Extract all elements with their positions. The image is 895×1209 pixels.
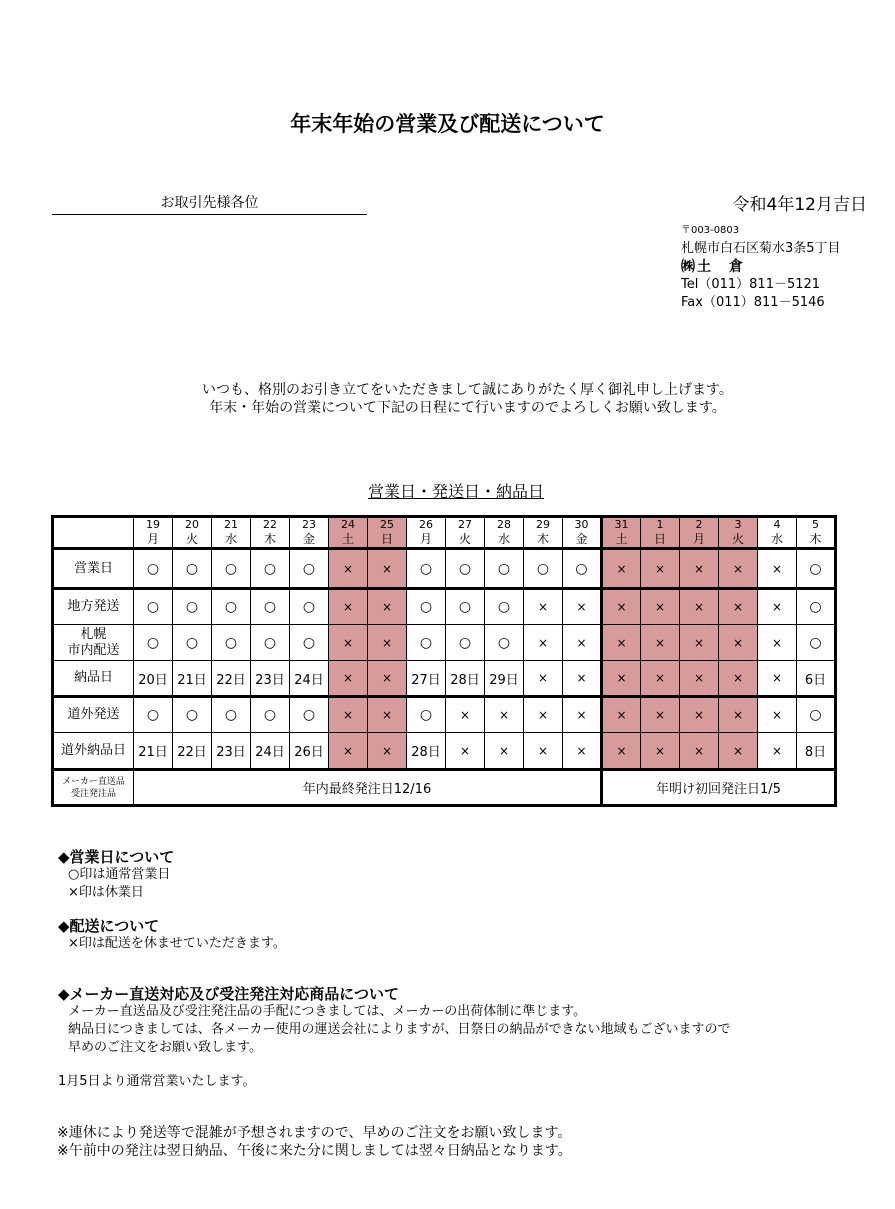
schedule-cell: ○	[797, 549, 836, 589]
schedule-cell: 23日	[212, 733, 251, 770]
day-weekday: 水	[758, 532, 797, 549]
schedule-cell: 21日	[173, 661, 212, 697]
table-title: 営業日・発送日・納品日	[368, 482, 545, 501]
table-row	[53, 661, 836, 697]
table-row	[53, 733, 836, 770]
day-weekday: 火	[173, 532, 212, 549]
schedule-cell: 28日	[446, 661, 485, 697]
row-label: 地方発送	[53, 589, 134, 625]
schedule-cell: ×	[563, 661, 602, 697]
day-number: 26	[407, 517, 446, 533]
notes	[57, 1124, 572, 1160]
section-heading: ◆メーカー直送対応及び受注発注対応商品について	[58, 985, 399, 1003]
schedule-cell: ×	[641, 549, 680, 589]
schedule-cell: ×	[758, 661, 797, 697]
schedule-cell: ○	[446, 549, 485, 589]
schedule-cell: ○	[524, 549, 563, 589]
section-delivery	[58, 917, 286, 953]
schedule-cell: 22日	[173, 733, 212, 770]
schedule-cell: ○	[251, 625, 290, 661]
day-number: 30	[563, 517, 602, 533]
schedule-cell: 8日	[797, 733, 836, 770]
schedule-cell: ○	[407, 589, 446, 625]
schedule-cell: ×	[446, 697, 485, 733]
schedule-cell: ×	[641, 733, 680, 770]
schedule-cell: ×	[368, 589, 407, 625]
schedule-cell: ○	[290, 589, 329, 625]
schedule-cell: ×	[563, 589, 602, 625]
table-row	[53, 625, 836, 661]
section-line: メーカー直送品及び受注発注品の手配につきましては、メーカーの出荷体制に準じます。	[68, 1004, 587, 1019]
maker-row-label: メーカー直送品 受注発注品	[53, 770, 134, 806]
schedule-cell: ×	[680, 733, 719, 770]
schedule-cell: ×	[329, 661, 368, 697]
company-name: ㈱土 倉	[681, 259, 745, 275]
day-number: 5	[797, 517, 836, 533]
schedule-cell: ×	[680, 589, 719, 625]
row-label: 道外発送	[53, 697, 134, 733]
day-weekday: 月	[407, 532, 446, 549]
greeting	[0, 381, 895, 417]
schedule-cell: 22日	[212, 661, 251, 697]
schedule-cell: ×	[485, 733, 524, 770]
schedule-cell: ×	[680, 661, 719, 697]
day-number: 25	[368, 517, 407, 533]
schedule-cell: ×	[602, 697, 641, 733]
schedule-cell: ○	[407, 549, 446, 589]
note-line: ※午前中の発注は翌日納品、午後に来た分に関しましては翌々日納品となります。	[57, 1143, 572, 1159]
schedule-cell: ×	[524, 661, 563, 697]
reopen-notice: 1月5日より通常営業いたします。	[58, 1074, 256, 1089]
schedule-cell: ×	[329, 589, 368, 625]
schedule-cell: ×	[719, 589, 758, 625]
day-number: 27	[446, 517, 485, 533]
schedule-cell: ×	[758, 697, 797, 733]
schedule-cell: ○	[797, 697, 836, 733]
schedule-cell: ×	[368, 549, 407, 589]
schedule-cell: ○	[797, 625, 836, 661]
schedule-cell: ○	[251, 697, 290, 733]
schedule-cell: ○	[407, 625, 446, 661]
schedule-cell: ×	[368, 625, 407, 661]
schedule-cell: ×	[563, 733, 602, 770]
schedule-cell: ○	[212, 549, 251, 589]
schedule-cell: 21日	[134, 733, 173, 770]
row-label: 道外納品日	[53, 733, 134, 770]
maker-row	[53, 770, 836, 806]
day-weekday: 月	[134, 532, 173, 549]
schedule-cell: ×	[641, 589, 680, 625]
schedule-cell: ○	[485, 625, 524, 661]
schedule-cell: ○	[251, 589, 290, 625]
schedule-cell: ×	[329, 625, 368, 661]
day-weekday: 日	[368, 532, 407, 549]
schedule-cell: ×	[758, 733, 797, 770]
schedule-cell: ×	[680, 625, 719, 661]
schedule-cell: ×	[758, 625, 797, 661]
schedule-cell: ○	[290, 625, 329, 661]
day-number: 21	[212, 517, 251, 533]
section-line: 早めのご注文をお願い致します。	[68, 1040, 262, 1055]
schedule-cell: 23日	[251, 661, 290, 697]
day-weekday: 金	[290, 532, 329, 549]
first-order-date: 年明け初回発注日1/5	[602, 770, 836, 806]
table-row	[53, 589, 836, 625]
schedule-cell: ×	[524, 697, 563, 733]
day-number: 19	[134, 517, 173, 533]
greeting-line: 年末・年始の営業について下記の日程にて行いますのでよろしくお願い致します。	[209, 400, 726, 416]
issue-date: 令和4年12月吉日	[732, 195, 867, 215]
schedule-cell: ×	[602, 549, 641, 589]
schedule-cell: ○	[251, 549, 290, 589]
day-weekday: 月	[680, 532, 719, 549]
schedule-cell: ×	[719, 661, 758, 697]
day-weekday: 水	[485, 532, 524, 549]
schedule-cell: ○	[797, 589, 836, 625]
company-fax: Fax（011）811－5146	[681, 295, 825, 310]
day-weekday: 日	[641, 532, 680, 549]
schedule-cell: ○	[290, 697, 329, 733]
schedule-cell: ○	[134, 589, 173, 625]
schedule-cell: ×	[368, 661, 407, 697]
section-heading: ◆営業日について	[58, 848, 175, 866]
schedule-cell: ×	[680, 549, 719, 589]
section-maker	[58, 985, 730, 1057]
schedule-cell: ×	[329, 697, 368, 733]
schedule-cell: ×	[641, 661, 680, 697]
schedule-cell: ○	[173, 589, 212, 625]
day-weekday: 火	[446, 532, 485, 549]
schedule-cell: 27日	[407, 661, 446, 697]
schedule-cell: ×	[602, 625, 641, 661]
company-address: 札幌市白石区菊水3条5丁目	[681, 241, 841, 256]
schedule-cell: ○	[485, 549, 524, 589]
schedule-cell: 28日	[407, 733, 446, 770]
schedule-cell: 6日	[797, 661, 836, 697]
company-block	[681, 222, 841, 312]
schedule-cell: 26日	[290, 733, 329, 770]
section-line: ○印は通常営業日	[68, 867, 171, 882]
schedule-cell: ○	[446, 589, 485, 625]
schedule-cell: 24日	[290, 661, 329, 697]
schedule-cell: ×	[602, 589, 641, 625]
row-label: 営業日	[53, 549, 134, 589]
schedule-cell: ×	[680, 697, 719, 733]
section-business-days	[58, 848, 174, 902]
day-number: 2	[680, 517, 719, 533]
schedule-cell: ×	[719, 697, 758, 733]
schedule-cell: ○	[173, 549, 212, 589]
greeting-line: いつも、格別のお引き立てをいただきまして誠にありがたく厚く御礼申し上げます。	[202, 382, 733, 398]
schedule-cell: ×	[329, 549, 368, 589]
row-label: 札幌 市内配送	[53, 625, 134, 661]
schedule-cell: ○	[134, 697, 173, 733]
schedule-cell: ○	[563, 549, 602, 589]
schedule-cell: ○	[407, 697, 446, 733]
section-line: ×印は休業日	[68, 885, 144, 900]
recipient: お取引先様各位	[52, 192, 367, 215]
table-row	[53, 549, 836, 589]
schedule-cell: ○	[134, 549, 173, 589]
schedule-cell: ×	[641, 697, 680, 733]
schedule-cell: ×	[758, 589, 797, 625]
day-number: 20	[173, 517, 212, 533]
schedule-cell: ×	[368, 733, 407, 770]
day-weekday: 金	[563, 532, 602, 549]
schedule-cell: ○	[485, 589, 524, 625]
day-weekday: 土	[602, 532, 641, 549]
note-line: ※連休により発送等で混雑が予想されますので、早めのご注文をお願い致します。	[57, 1125, 572, 1141]
table-corner	[53, 517, 134, 549]
schedule-cell: ○	[173, 697, 212, 733]
schedule-cell: ×	[602, 733, 641, 770]
day-number: 3	[719, 517, 758, 533]
schedule-cell: ×	[446, 733, 485, 770]
table-row	[53, 697, 836, 733]
schedule-cell: ○	[212, 625, 251, 661]
schedule-cell: ×	[758, 549, 797, 589]
day-number: 23	[290, 517, 329, 533]
schedule-cell: ×	[563, 625, 602, 661]
schedule-table	[51, 515, 837, 807]
schedule-cell: ×	[563, 697, 602, 733]
day-number: 1	[641, 517, 680, 533]
schedule-cell: 24日	[251, 733, 290, 770]
schedule-cell: ○	[173, 625, 212, 661]
schedule-cell: ×	[524, 625, 563, 661]
section-heading: ◆配送について	[58, 917, 160, 935]
day-number: 31	[602, 517, 641, 533]
day-weekday: 木	[524, 532, 563, 549]
day-number: 28	[485, 517, 524, 533]
day-weekday: 水	[212, 532, 251, 549]
row-label: 納品日	[53, 661, 134, 697]
day-weekday: 土	[329, 532, 368, 549]
day-number: 22	[251, 517, 290, 533]
day-weekday: 火	[719, 532, 758, 549]
schedule-cell: ○	[212, 697, 251, 733]
schedule-cell: ×	[524, 589, 563, 625]
schedule-cell: 20日	[134, 661, 173, 697]
company-tel: Tel（011）811－5121	[681, 277, 821, 292]
schedule-cell: ×	[719, 549, 758, 589]
day-weekday: 木	[797, 532, 836, 549]
section-line: ×印は配送を休ませていただきます。	[68, 936, 286, 951]
schedule-cell: ○	[290, 549, 329, 589]
schedule-cell: ×	[524, 733, 563, 770]
section-line: 納品日につきましては、各メーカー使用の運送会社によりますが、日祭日の納品ができない地域もございますので	[68, 1022, 731, 1037]
schedule-cell: ×	[719, 625, 758, 661]
day-number: 29	[524, 517, 563, 533]
schedule-cell: ○	[134, 625, 173, 661]
schedule-cell: ×	[719, 733, 758, 770]
schedule-cell: ○	[212, 589, 251, 625]
day-number: 4	[758, 517, 797, 533]
schedule-cell: ×	[368, 697, 407, 733]
schedule-cell: 29日	[485, 661, 524, 697]
last-order-date: 年内最終発注日12/16	[134, 770, 602, 806]
day-number: 24	[329, 517, 368, 533]
schedule-cell: ×	[602, 661, 641, 697]
page-title: 年末年始の営業及び配送について	[290, 112, 605, 136]
schedule-cell: ×	[641, 625, 680, 661]
schedule-cell: ×	[485, 697, 524, 733]
schedule-cell: ×	[329, 733, 368, 770]
schedule-cell: ○	[446, 625, 485, 661]
day-weekday: 木	[251, 532, 290, 549]
company-zip: 〒003-0803	[681, 225, 740, 236]
